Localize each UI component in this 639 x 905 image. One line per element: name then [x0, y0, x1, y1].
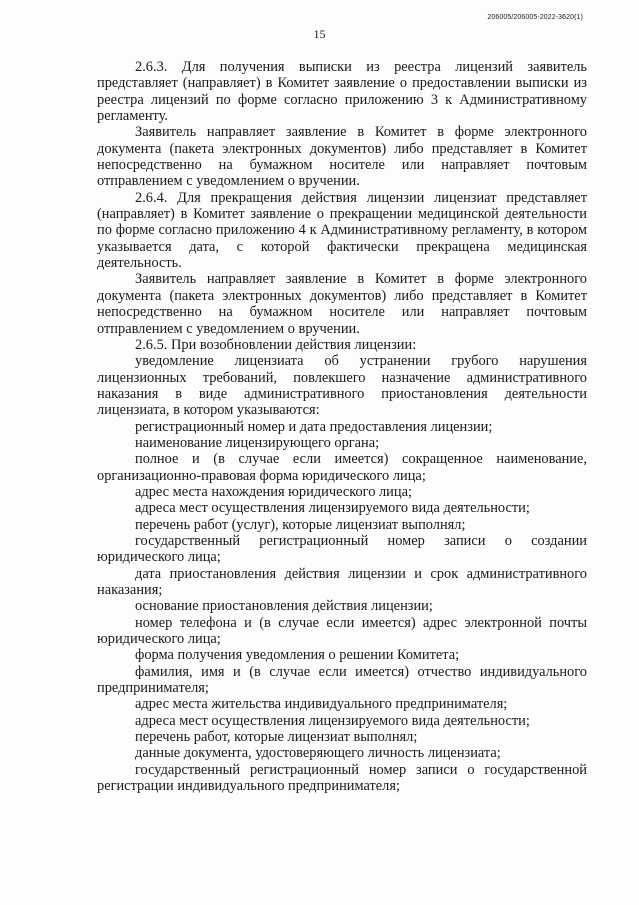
list-item: фамилия, имя и (в случае если имеется) отчество индивидуального предпринимателя; — [97, 663, 587, 697]
document-body — [97, 59, 587, 794]
list-item: адрес места жительства индивидуального предпринимателя; — [135, 696, 508, 713]
paragraph: Заявитель направляет заявление в Комитет в форме электронного документа (пакета электронных документов) либо представляет в Комитет непосредственно на бумажном носителе или направляет почтовым отправлением с уведомлением о вручении. — [97, 271, 587, 337]
paragraph: 2.6.3. Для получения выписки из реестра лицензий заявитель представляет (направляет) в Комитет заявление о предоставлении выписки из реестра лицензий по форме согласно приложению 3 к Административному регламенту. — [97, 59, 587, 125]
paragraph: уведомление лицензиата об устранении грубого нарушения лицензионных требований, повлекшего назначение административного наказания в виде административного приостановления деятельности лицензиата, в котором указываются: — [97, 353, 587, 419]
document-code: 206005/206005-2022-3620(1) — [487, 14, 583, 21]
paragraph: 2.6.5. При возобновлении действия лицензии: — [135, 336, 417, 353]
list-item: адреса мест осуществления лицензируемого вида деятельности; — [135, 712, 530, 729]
list-item: данные документа, удостоверяющего личность лицензиата; — [135, 745, 501, 762]
list-item: наименование лицензирующего органа; — [135, 434, 380, 451]
list-item: государственный регистрационный номер записи о государственной регистрации индивидуального предпринимателя; — [97, 761, 587, 795]
list-item: полное и (в случае если имеется) сокращенное наименование, организационно-правовая форма юридического лица; — [97, 451, 587, 484]
paragraph: Заявитель направляет заявление в Комитет в форме электронного документа (пакета электронных документов) либо представляет в Комитет непосредственно на бумажном носителе или направляет почтовым отправлением с уведомлением о вручении. — [97, 124, 587, 190]
list-item: адреса мест осуществления лицензируемого вида деятельности; — [135, 500, 530, 517]
list-item: адрес места нахождения юридического лица; — [135, 483, 412, 500]
page-number: 15 — [313, 27, 326, 41]
paragraph: 2.6.4. Для прекращения действия лицензии лицензиат представляет (направляет) в Комитет заявление о прекращении медицинской деятельности по форме согласно приложению 4 к Административному регламенту, в котором указывается дата, с которой фактически прекращена медицинская деятельность. — [97, 189, 587, 272]
list-item: перечень работ (услуг), которые лицензиат выполнял; — [135, 516, 466, 533]
list-item: дата приостановления действия лицензии и срок административного наказания; — [97, 565, 587, 598]
list-item: основание приостановления действия лицензии; — [135, 598, 433, 615]
list-item: форма получения уведомления о решении Комитета; — [135, 647, 460, 664]
list-item: перечень работ, которые лицензиат выполнял; — [135, 729, 418, 746]
list-item: регистрационный номер и дата предоставления лицензии; — [135, 418, 493, 435]
list-item: государственный регистрационный номер записи о создании юридического лица; — [97, 532, 587, 566]
list-item: номер телефона и (в случае если имеется) адрес электронной почты юридического лица; — [97, 614, 587, 648]
